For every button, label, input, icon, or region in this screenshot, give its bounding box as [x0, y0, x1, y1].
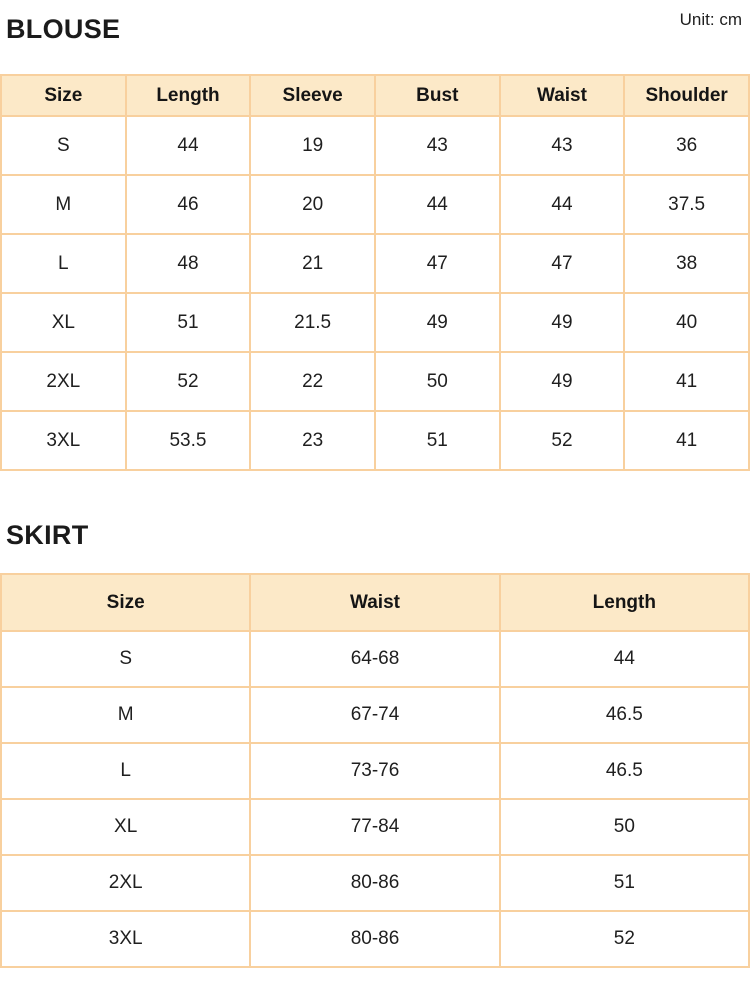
size-cell: L — [1, 743, 250, 799]
size-cell: 46 — [126, 175, 251, 234]
blouse-size-table — [0, 74, 750, 471]
size-cell: 40 — [624, 293, 749, 352]
table-row — [1, 799, 749, 855]
size-cell: L — [1, 234, 126, 293]
unit-label: Unit: cm — [679, 10, 742, 29]
column-header: Sleeve — [250, 75, 375, 116]
size-cell: 47 — [500, 234, 625, 293]
size-cell: 22 — [250, 352, 375, 411]
table-row — [1, 411, 749, 470]
header-row — [1, 75, 749, 116]
size-cell: 51 — [126, 293, 251, 352]
size-cell: 80-86 — [250, 855, 499, 911]
table-row — [1, 175, 749, 234]
skirt-size-table — [0, 573, 750, 968]
size-cell: 46.5 — [500, 687, 749, 743]
column-header: Shoulder — [624, 75, 749, 116]
table-row — [1, 293, 749, 352]
column-header: Waist — [250, 574, 499, 631]
table-row — [1, 116, 749, 175]
size-cell: 19 — [250, 116, 375, 175]
size-cell: 43 — [500, 116, 625, 175]
column-header: Length — [126, 75, 251, 116]
table-row — [1, 743, 749, 799]
blouse-title-bar — [0, 0, 750, 74]
blouse-section-title: BLOUSE — [6, 14, 121, 44]
size-cell: 49 — [500, 293, 625, 352]
column-header: Bust — [375, 75, 500, 116]
size-cell: 50 — [500, 799, 749, 855]
size-cell: 41 — [624, 352, 749, 411]
size-cell: 46.5 — [500, 743, 749, 799]
size-cell: 49 — [375, 293, 500, 352]
size-cell: 51 — [500, 855, 749, 911]
size-cell: XL — [1, 799, 250, 855]
column-header: Waist — [500, 75, 625, 116]
size-cell: 52 — [500, 911, 749, 967]
size-cell: 44 — [375, 175, 500, 234]
table-row — [1, 234, 749, 293]
size-cell: 50 — [375, 352, 500, 411]
table-row — [1, 631, 749, 687]
size-cell: 52 — [126, 352, 251, 411]
size-cell: M — [1, 175, 126, 234]
size-cell: 44 — [500, 175, 625, 234]
size-cell: 21.5 — [250, 293, 375, 352]
table-row — [1, 352, 749, 411]
size-cell: 43 — [375, 116, 500, 175]
size-cell: 80-86 — [250, 911, 499, 967]
size-cell: 44 — [500, 631, 749, 687]
size-cell: 36 — [624, 116, 749, 175]
size-cell: 21 — [250, 234, 375, 293]
size-cell: 47 — [375, 234, 500, 293]
size-cell: XL — [1, 293, 126, 352]
table-row — [1, 911, 749, 967]
size-cell: 38 — [624, 234, 749, 293]
size-cell: 49 — [500, 352, 625, 411]
size-cell: 3XL — [1, 411, 126, 470]
header-row — [1, 574, 749, 631]
size-cell: 2XL — [1, 855, 250, 911]
size-cell: 23 — [250, 411, 375, 470]
table-row — [1, 687, 749, 743]
size-cell: 2XL — [1, 352, 126, 411]
size-cell: 41 — [624, 411, 749, 470]
column-header: Length — [500, 574, 749, 631]
size-cell: M — [1, 687, 250, 743]
column-header: Size — [1, 75, 126, 116]
size-cell: 44 — [126, 116, 251, 175]
size-cell: 20 — [250, 175, 375, 234]
size-cell: S — [1, 116, 126, 175]
size-cell: 52 — [500, 411, 625, 470]
size-cell: 53.5 — [126, 411, 251, 470]
size-cell: 77-84 — [250, 799, 499, 855]
size-cell: 48 — [126, 234, 251, 293]
size-cell: 51 — [375, 411, 500, 470]
skirt-section-title: SKIRT — [6, 520, 89, 550]
size-cell: 64-68 — [250, 631, 499, 687]
size-cell: 3XL — [1, 911, 250, 967]
column-header: Size — [1, 574, 250, 631]
size-cell: 67-74 — [250, 687, 499, 743]
size-cell: 37.5 — [624, 175, 749, 234]
size-cell: 73-76 — [250, 743, 499, 799]
size-cell: S — [1, 631, 250, 687]
table-row — [1, 855, 749, 911]
